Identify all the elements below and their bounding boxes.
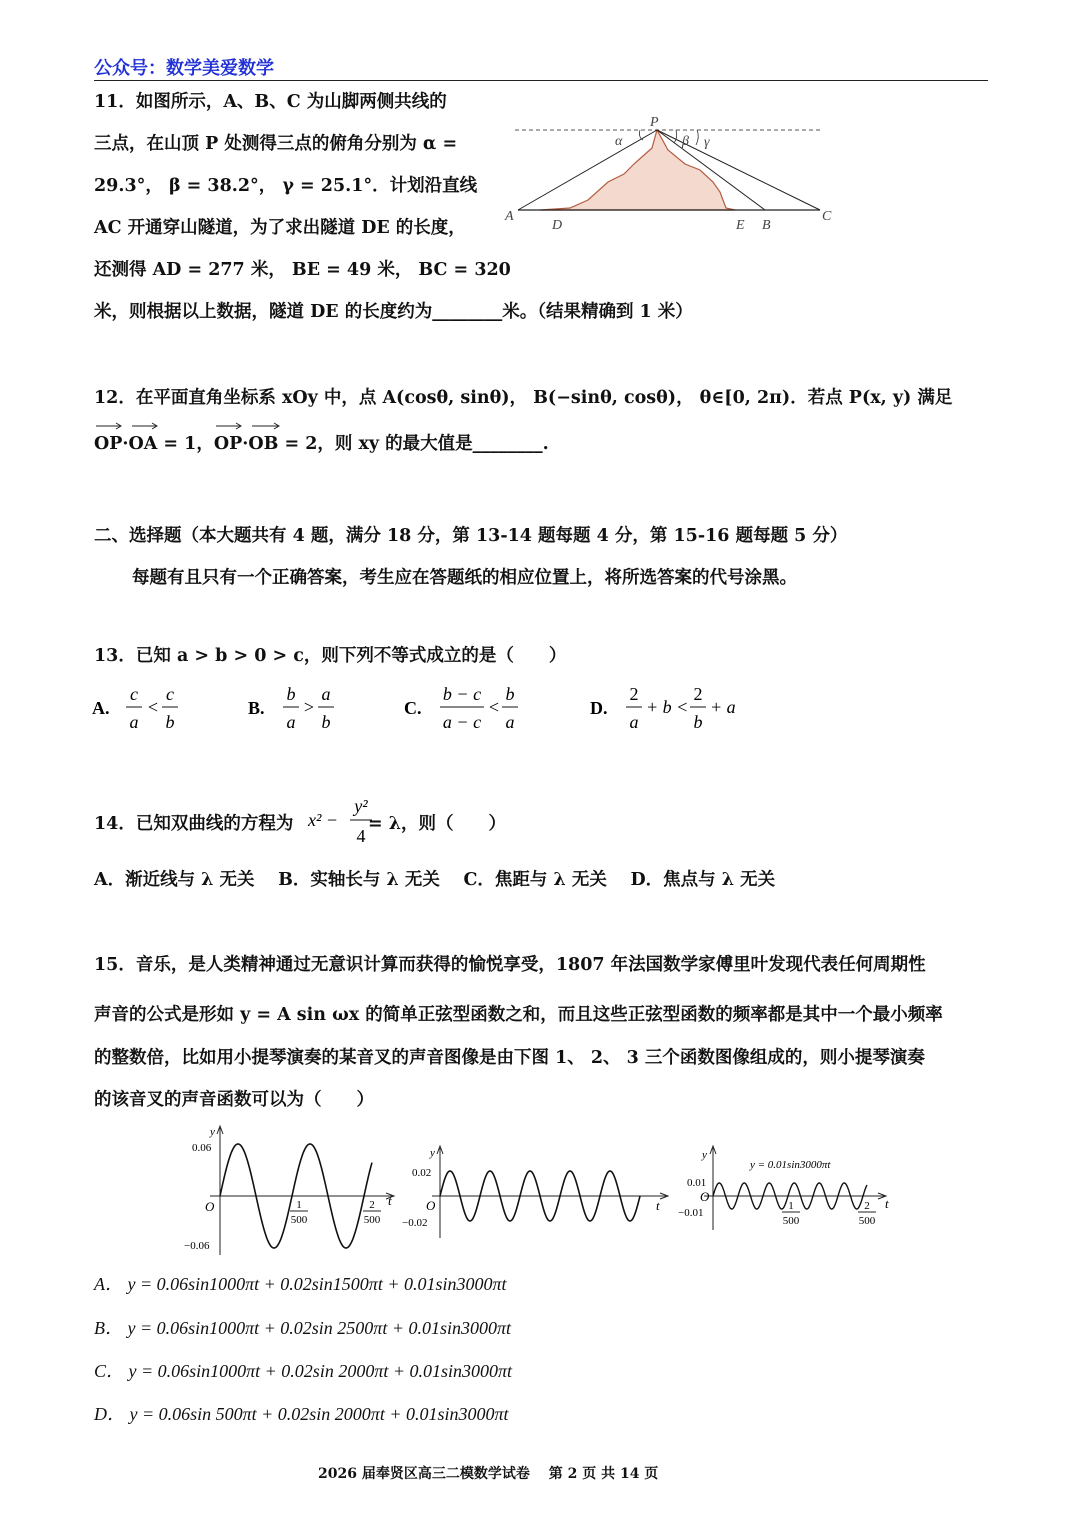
q14-num: y² (354, 796, 368, 816)
graph3-origin: O (700, 1189, 710, 1204)
q13-A-d2: b (165, 712, 175, 732)
q13-B-d2: b (321, 712, 331, 732)
q15-graph3 (672, 1142, 902, 1242)
q15-line1: 15．音乐，是人类精神通过无意识计算而获得的愉悦享受，1807 年法国数学家傅里叶发现代表任何周期性 (94, 955, 926, 975)
label-B: B (762, 218, 771, 233)
graph3-d2: 500 (858, 1215, 876, 1227)
q13-B-d1: a (286, 712, 296, 732)
q14-options: A．渐近线与 λ 无关 B．实轴长与 λ 无关 C．焦距与 λ 无关 D．焦点与 λ 无关 (94, 870, 776, 890)
q13-B-n2: a (321, 684, 331, 704)
q15-graph2 (402, 1142, 672, 1242)
q12-line2: OP·OA = 1，OP·OB = 2，则 xy 的最大值是________. (94, 434, 549, 454)
graph1-origin: O (205, 1199, 215, 1214)
q11-line2: 三点，在山顶 P 处测得三点的俯角分别为 α = (94, 134, 458, 154)
graph3-y: y (702, 1149, 707, 1161)
graph2-origin: O (426, 1198, 436, 1213)
graph1-bot: −0.06 (184, 1240, 210, 1252)
graph3-bot: −0.01 (678, 1207, 704, 1219)
q13-D-n1: 2 (629, 684, 639, 704)
label-D: D (552, 218, 563, 233)
q13-C-n1: b − c (442, 684, 482, 704)
q13-D-d2: b (693, 712, 703, 732)
q15-option-D: D． y = 0.06sin 500πt + 0.02sin 2000πt + 0.01sin3000πt (94, 1404, 509, 1424)
label-alpha: α (615, 134, 623, 149)
page-footer: 2026 届奉贤区高三二模数学试卷 第 2 页 共 14 页 (318, 1466, 659, 1482)
graph1-top: 0.06 (192, 1142, 212, 1154)
graph3-eq: y = 0.01sin3000πt (750, 1159, 831, 1171)
q13-B-n1: b (286, 684, 296, 704)
q11-line1: 11．如图所示，A、B、C 为山脚两侧共线的 (94, 92, 447, 112)
graph1-y: y (210, 1126, 215, 1138)
q14-post: = λ，则（ ） (368, 814, 507, 834)
label-E: E (736, 218, 745, 233)
q11-line6: 米，则根据以上数据，隧道 DE 的长度约为________米。（结果精确到 1 米） (94, 302, 693, 322)
q12-line1: 12．在平面直角坐标系 xOy 中，点 A(cosθ, sinθ)， B(−sinθ, cosθ)， θ∈[0, 2π)．若点 P(x, y) 满足 (94, 388, 953, 408)
q13-A-n1: c (130, 684, 138, 704)
q15-line4: 的该音叉的声音函数可以为（ ） (94, 1090, 374, 1110)
graph1-t: t (388, 1193, 392, 1208)
q13-C-label: C. (404, 698, 422, 718)
q13-stem: 13．已知 a > b > 0 > c，则下列不等式成立的是（ ） (94, 646, 567, 666)
graph3-n1: 1 (788, 1200, 794, 1212)
q13-D-mid: + b < (646, 697, 689, 717)
q15-option-A: A． y = 0.06sin1000πt + 0.02sin1500πt + 0.01sin3000πt (94, 1274, 507, 1294)
q14-xsq: x² − (308, 810, 339, 830)
graph3-n2: 2 (864, 1200, 870, 1212)
graph2-y: y (430, 1147, 435, 1159)
q15-graph1 (180, 1122, 400, 1262)
graph2-bot: −0.02 (402, 1217, 428, 1229)
label-beta: β (682, 134, 689, 149)
q13-A-label: A. (92, 698, 110, 718)
q11-line5: 还测得 AD = 277 米， BE = 49 米， BC = 320 (94, 260, 511, 280)
q13-D-label: D. (590, 698, 608, 718)
graph1-d1: 500 (290, 1214, 308, 1226)
q13-B-op: > (303, 697, 315, 717)
header-title: 公众号：数学美爱数学 (94, 58, 274, 79)
q13-A-op: < (147, 697, 159, 717)
q13-C-d1: a − c (442, 712, 482, 732)
label-A: A (505, 209, 514, 224)
arc-beta (674, 130, 677, 143)
label-C: C (822, 209, 832, 224)
label-gamma: γ (704, 135, 710, 150)
q15-line3: 的整数倍，比如用小提琴演奏的某音叉的声音图像是由下图 1、 2、 3 三个函数图像组成的，则小提琴演奏 (94, 1048, 925, 1068)
graph3-top: 0.01 (687, 1177, 707, 1189)
q13-C-n2: b (505, 684, 515, 704)
graph2-t: t (656, 1198, 660, 1213)
graph1-d2: 500 (363, 1214, 381, 1226)
q13-C-op: < (488, 697, 500, 717)
graph3-t: t (885, 1196, 889, 1211)
q15-option-C: C． y = 0.06sin1000πt + 0.02sin 2000πt + 0.01sin3000πt (94, 1361, 513, 1381)
q15-line2: 声音的公式是形如 y = A sin ωx 的简单正弦型函数之和，而且这些正弦型函数的频率都是其中一个最小频率 (94, 1005, 943, 1025)
arc-gamma (696, 130, 698, 145)
header-rule (94, 80, 988, 81)
q13-C-d2: a (505, 712, 515, 732)
q13-options (90, 680, 750, 738)
graph3-d1: 500 (782, 1215, 800, 1227)
graph2-top: 0.02 (412, 1167, 432, 1179)
q13-A-d1: a (129, 712, 139, 732)
q14-pre: 14．已知双曲线的方程为 (94, 814, 294, 834)
section2-desc: 每题有且只有一个正确答案，考生应在答题纸的相应位置上，将所选答案的代号涂黑。 (132, 568, 797, 588)
q13-B-label: B. (248, 698, 265, 718)
graph1-n1: 1 (296, 1199, 302, 1211)
q15-option-B: B． y = 0.06sin1000πt + 0.02sin 2500πt + 0.01sin3000πt (94, 1318, 511, 1338)
q13-D-n2: 2 (693, 684, 703, 704)
q13-D-tail: + a (710, 697, 736, 717)
q13-A-n2: c (166, 684, 174, 704)
graph1-n2: 2 (369, 1199, 375, 1211)
q11-line3: 29.3°， β = 38.2°， γ = 25.1°．计划沿直线 (94, 176, 478, 196)
q13-D-d1: a (629, 712, 639, 732)
label-P: P (650, 115, 659, 130)
q11-mountain-figure (500, 112, 850, 237)
q11-line4: AC 开通穿山隧道，为了求出隧道 DE 的长度， (94, 218, 466, 238)
section2-title: 二、选择题（本大题共有 4 题，满分 18 分，第 13-14 题每题 4 分，第 15-16 题每题 5 分） (94, 526, 848, 546)
q14-den: 4 (356, 826, 366, 846)
